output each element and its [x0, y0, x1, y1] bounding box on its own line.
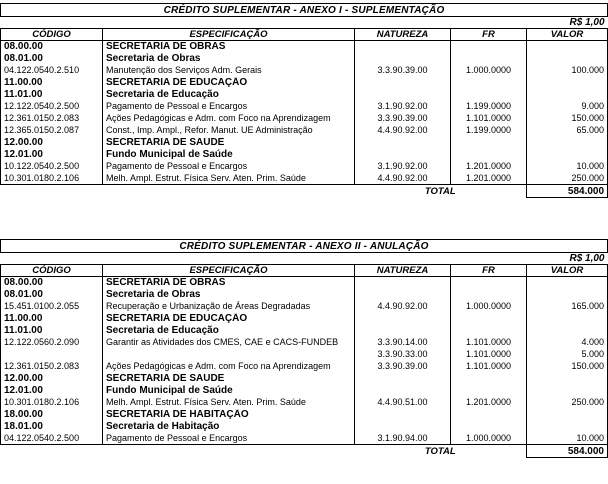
cell-especificacao: SECRETARIA DE OBRAS [103, 277, 355, 289]
cell-fr: 1.000.0000 [451, 65, 527, 77]
cell-especificacao: Pagamento de Pessoal e Encargos [103, 433, 355, 445]
table-row [1, 161, 608, 173]
table-row [1, 173, 608, 185]
currency-unit: R$ 1,00 [569, 253, 605, 264]
cell-codigo: 10.122.0540.2.500 [1, 161, 103, 173]
supplementation-table [0, 3, 608, 198]
table-row [1, 421, 608, 433]
cell-natureza: 3.1.90.92.00 [355, 101, 451, 113]
cell-valor: 165.000 [527, 301, 608, 313]
cell-valor [527, 149, 608, 161]
cell-codigo: 10.301.0180.2.106 [1, 397, 103, 409]
cell-natureza [355, 409, 451, 421]
cell-codigo: 12.00.00 [1, 137, 103, 149]
table-row [1, 101, 608, 113]
cell-valor: 10.000 [527, 433, 608, 445]
cell-fr [451, 77, 527, 89]
total-row [1, 445, 608, 458]
cell-natureza [355, 89, 451, 101]
currency-unit: R$ 1,00 [569, 17, 605, 28]
cell-valor [527, 421, 608, 433]
cell-especificacao: SECRETARIA DE EDUCAÇÃO [103, 313, 355, 325]
cell-codigo: 11.00.00 [1, 77, 103, 89]
cell-codigo: 18.00.00 [1, 409, 103, 421]
annex-title: CRÉDITO SUPLEMENTAR - ANEXO II - ANULAÇÃO [1, 240, 608, 253]
cell-fr: 1.000.0000 [451, 301, 527, 313]
cell-fr [451, 137, 527, 149]
cell-valor [527, 385, 608, 397]
cell-codigo: 12.01.00 [1, 149, 103, 161]
cell-codigo: 12.122.0540.2.500 [1, 101, 103, 113]
cell-natureza [355, 41, 451, 53]
cell-especificacao: Pagamento de Pessoal e Encargos [103, 161, 355, 173]
table-row [1, 125, 608, 137]
cell-fr: 1.199.0000 [451, 101, 527, 113]
cell-natureza: 3.3.90.39.00 [355, 113, 451, 125]
annex-1-table [0, 3, 607, 198]
cell-especificacao: Secretaria de Habitação [103, 421, 355, 433]
cell-codigo: 12.122.0560.2.090 [1, 337, 103, 349]
cell-especificacao: Garantir as Atividades dos CMES, CAE e CACS-FUNDEB [103, 337, 355, 349]
cell-valor [527, 89, 608, 101]
cell-natureza [355, 373, 451, 385]
cell-natureza [355, 77, 451, 89]
table-body [1, 277, 608, 445]
total-value: 584.000 [527, 185, 608, 198]
cell-valor: 9.000 [527, 101, 608, 113]
cell-valor: 100.000 [527, 65, 608, 77]
cell-natureza [355, 277, 451, 289]
cell-codigo: 12.00.00 [1, 373, 103, 385]
table-row [1, 137, 608, 149]
table-row [1, 301, 608, 313]
cell-valor [527, 137, 608, 149]
cell-valor: 250.000 [527, 397, 608, 409]
cell-valor: 5.000 [527, 349, 608, 361]
table-row [1, 53, 608, 65]
cell-codigo: 11.01.00 [1, 89, 103, 101]
cell-codigo: 04.122.0540.2.510 [1, 65, 103, 77]
cell-valor [527, 409, 608, 421]
cell-codigo: 15.451.0100.2.055 [1, 301, 103, 313]
table-row [1, 149, 608, 161]
cell-fr: 1.101.0000 [451, 361, 527, 373]
header-natureza: NATUREZA [355, 265, 451, 277]
cell-codigo: 08.01.00 [1, 289, 103, 301]
cell-fr: 1.201.0000 [451, 161, 527, 173]
table-row [1, 385, 608, 397]
cell-especificacao: Manutenção dos Serviços Adm. Gerais [103, 65, 355, 77]
annulment-table [0, 239, 608, 458]
header-fr: FR [451, 265, 527, 277]
cell-valor: 10.000 [527, 161, 608, 173]
cell-codigo: 08.01.00 [1, 53, 103, 65]
cell-fr: 1.101.0000 [451, 349, 527, 361]
table-row [1, 349, 608, 361]
cell-natureza [355, 421, 451, 433]
cell-fr: 1.101.0000 [451, 337, 527, 349]
cell-valor: 150.000 [527, 113, 608, 125]
cell-natureza: 4.4.90.92.00 [355, 173, 451, 185]
cell-natureza [355, 385, 451, 397]
total-label: TOTAL [355, 185, 527, 198]
cell-fr: 1.101.0000 [451, 113, 527, 125]
header-valor: VALOR [527, 29, 608, 41]
cell-especificacao [103, 349, 355, 361]
cell-valor [527, 77, 608, 89]
cell-fr [451, 409, 527, 421]
cell-natureza: 3.1.90.92.00 [355, 161, 451, 173]
cell-fr [451, 385, 527, 397]
cell-fr [451, 53, 527, 65]
cell-especificacao: Secretaria de Obras [103, 53, 355, 65]
header-fr: FR [451, 29, 527, 41]
cell-fr: 1.201.0000 [451, 397, 527, 409]
table-row [1, 361, 608, 373]
cell-especificacao: SECRETARIA DE SAUDE [103, 373, 355, 385]
header-especificacao: ESPECIFICAÇÃO [103, 265, 355, 277]
cell-especificacao: Secretaria de Obras [103, 289, 355, 301]
cell-especificacao: Melh. Ampl. Estrut. Física Serv. Aten. Prim. Saúde [103, 173, 355, 185]
cell-valor [527, 289, 608, 301]
table-row [1, 41, 608, 53]
cell-codigo [1, 349, 103, 361]
cell-valor: 4.000 [527, 337, 608, 349]
cell-especificacao: SECRETARIA DE SAUDE [103, 137, 355, 149]
cell-natureza [355, 137, 451, 149]
cell-fr [451, 325, 527, 337]
cell-natureza [355, 149, 451, 161]
cell-valor [527, 313, 608, 325]
cell-fr: 1.199.0000 [451, 125, 527, 137]
table-row [1, 337, 608, 349]
cell-valor [527, 325, 608, 337]
table-row [1, 325, 608, 337]
cell-natureza [355, 325, 451, 337]
table-row [1, 313, 608, 325]
cell-fr [451, 89, 527, 101]
cell-fr [451, 373, 527, 385]
cell-codigo: 12.365.0150.2.087 [1, 125, 103, 137]
cell-natureza [355, 313, 451, 325]
cell-codigo: 08.00.00 [1, 41, 103, 53]
table-row [1, 433, 608, 445]
table-row [1, 113, 608, 125]
cell-codigo: 12.01.00 [1, 385, 103, 397]
table-row [1, 409, 608, 421]
cell-valor: 250.000 [527, 173, 608, 185]
cell-especificacao: Ações Pedagógicas e Adm. com Foco na Aprendizagem [103, 113, 355, 125]
cell-especificacao: Fundo Municipal de Saúde [103, 385, 355, 397]
cell-natureza: 4.4.90.92.00 [355, 125, 451, 137]
cell-fr [451, 41, 527, 53]
cell-codigo: 08.00.00 [1, 277, 103, 289]
table-row [1, 277, 608, 289]
header-natureza: NATUREZA [355, 29, 451, 41]
table-row [1, 373, 608, 385]
cell-valor: 150.000 [527, 361, 608, 373]
cell-fr [451, 277, 527, 289]
cell-fr [451, 149, 527, 161]
cell-fr: 1.201.0000 [451, 173, 527, 185]
cell-natureza: 3.3.90.14.00 [355, 337, 451, 349]
cell-natureza: 4.4.90.92.00 [355, 301, 451, 313]
cell-valor [527, 41, 608, 53]
total-value: 584.000 [527, 445, 608, 458]
table-row [1, 65, 608, 77]
cell-natureza: 3.3.90.33.00 [355, 349, 451, 361]
cell-valor: 65.000 [527, 125, 608, 137]
annex-2-table [0, 239, 607, 458]
cell-natureza: 4.4.90.51.00 [355, 397, 451, 409]
cell-especificacao: Secretaria de Educação [103, 325, 355, 337]
cell-codigo: 10.301.0180.2.106 [1, 173, 103, 185]
cell-especificacao: Melh. Ampl. Estrut. Física Serv. Aten. Prim. Saúde [103, 397, 355, 409]
cell-especificacao: Secretaria de Educação [103, 89, 355, 101]
cell-especificacao: Ações Pedagógicas e Adm. com Foco na Aprendizagem [103, 361, 355, 373]
cell-codigo: 11.01.00 [1, 325, 103, 337]
cell-fr [451, 421, 527, 433]
cell-natureza: 3.3.90.39.00 [355, 65, 451, 77]
cell-natureza: 3.3.90.39.00 [355, 361, 451, 373]
table-row [1, 289, 608, 301]
cell-valor [527, 53, 608, 65]
annex-title: CRÉDITO SUPLEMENTAR - ANEXO I - SUPLEMENTAÇÃO [1, 4, 608, 17]
cell-natureza [355, 53, 451, 65]
total-row [1, 185, 608, 198]
cell-natureza: 3.1.90.94.00 [355, 433, 451, 445]
header-row [1, 29, 608, 41]
cell-especificacao: SECRETARIA DE EDUCAÇÃO [103, 77, 355, 89]
header-valor: VALOR [527, 265, 608, 277]
header-codigo: CÓDIGO [1, 265, 103, 277]
table-body [1, 41, 608, 185]
cell-codigo: 12.361.0150.2.083 [1, 361, 103, 373]
table-row [1, 397, 608, 409]
cell-especificacao: Const., Imp. Ampl., Refor. Manut. UE Administração [103, 125, 355, 137]
cell-natureza [355, 289, 451, 301]
cell-fr [451, 289, 527, 301]
cell-codigo: 04.122.0540.2.500 [1, 433, 103, 445]
cell-especificacao: SECRETARIA DE OBRAS [103, 41, 355, 53]
cell-valor [527, 277, 608, 289]
cell-fr [451, 313, 527, 325]
cell-valor [527, 373, 608, 385]
header-row [1, 265, 608, 277]
cell-especificacao: Recuperação e Urbanização de Áreas Degradadas [103, 301, 355, 313]
header-codigo: CÓDIGO [1, 29, 103, 41]
header-especificacao: ESPECIFICAÇÃO [103, 29, 355, 41]
cell-especificacao: Fundo Municipal de Saúde [103, 149, 355, 161]
cell-especificacao: Pagamento de Pessoal e Encargos [103, 101, 355, 113]
cell-codigo: 12.361.0150.2.083 [1, 113, 103, 125]
cell-codigo: 11.00.00 [1, 313, 103, 325]
cell-especificacao: SECRETARIA DE HABITAÇÃO [103, 409, 355, 421]
cell-codigo: 18.01.00 [1, 421, 103, 433]
table-row [1, 77, 608, 89]
cell-fr: 1.000.0000 [451, 433, 527, 445]
table-row [1, 89, 608, 101]
total-label: TOTAL [355, 445, 527, 458]
